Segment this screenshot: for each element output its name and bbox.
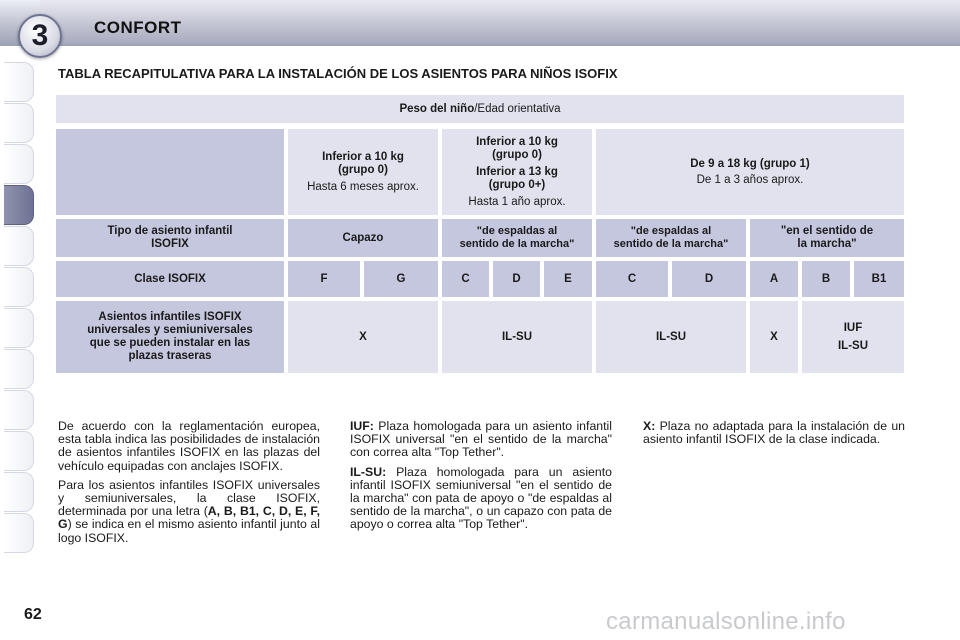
watermark: carmanualsonline.info	[606, 608, 846, 635]
seat-type-forward-facing	[750, 219, 904, 257]
seat-type-label-line2: ISOFIX	[151, 238, 189, 250]
seats-label-line1: Asientos infantiles ISOFIX	[98, 311, 242, 323]
weight-age-header	[56, 95, 904, 123]
side-tab[interactable]	[4, 513, 34, 553]
seat-value-cell	[802, 301, 904, 373]
isofix-seats-label	[56, 301, 284, 373]
side-tab[interactable]	[4, 349, 34, 389]
iuf-term: IUF:	[350, 419, 374, 433]
page-number: 62	[24, 606, 42, 623]
seat-type-rear-facing-2	[596, 219, 746, 257]
weight-label: Peso del niño	[399, 102, 475, 115]
seat-value-cell: X	[288, 301, 438, 373]
seat-type-rear-facing-1	[442, 219, 592, 257]
group-0plus-age: Hasta 1 año aprox.	[468, 195, 566, 208]
seat-value-cell: X	[750, 301, 798, 373]
corner-cell	[56, 129, 284, 215]
rear2-line2: sentido de la marcha"	[613, 238, 729, 250]
isofix-table	[56, 95, 904, 375]
class-cell: F	[288, 261, 360, 297]
x-definition	[643, 420, 905, 446]
side-tab[interactable]	[4, 472, 34, 512]
seat-type-label-line1: Tipo de asiento infantil	[107, 225, 233, 237]
notes-class-list: A, B, B1, C, D, E, F, G	[58, 504, 320, 532]
class-cell: B	[802, 261, 850, 297]
group-0plus-line1: Inferior a 10 kg	[476, 135, 558, 148]
group-0-cell	[288, 129, 438, 215]
seat-value-cell: IL-SU	[596, 301, 746, 373]
forward-line2: la marcha"	[797, 238, 857, 250]
forward-line1: "en el sentido de	[780, 225, 874, 237]
seat-type-label	[56, 219, 284, 257]
side-tab[interactable]	[4, 308, 34, 348]
group-1-line1: De 9 a 18 kg (grupo 1)	[690, 157, 810, 170]
class-cell: D	[672, 261, 746, 297]
class-cell: D	[493, 261, 540, 297]
group-1-cell	[596, 129, 904, 215]
page-title: TABLA RECAPITULATIVA PARA LA INSTALACIÓN DE LOS ASIENTOS PARA NIÑOS ISOFIX	[58, 66, 618, 81]
side-tab[interactable]	[4, 226, 34, 266]
group-0plus-line4: (grupo 0+)	[488, 178, 546, 191]
rear1-line2: sentido de la marcha"	[459, 238, 575, 250]
iuf-text: Plaza homologada para un asiento infantil ISOFIX universal "en el sentido de la marcha" con correa alta "Top Tether".	[350, 419, 612, 460]
class-cell: C	[442, 261, 489, 297]
group-1-age: De 1 a 3 años aprox.	[696, 173, 804, 186]
side-tab[interactable]	[4, 144, 34, 184]
class-cell: C	[596, 261, 668, 297]
rear1-line1: "de espaldas al	[476, 225, 558, 237]
seat-value-cell: IL-SU	[442, 301, 592, 373]
isofix-class-label: Clase ISOFIX	[56, 261, 284, 297]
seats-label-line3: que se pueden instalar en las	[89, 337, 251, 349]
iuf-definition	[350, 420, 612, 460]
notes-paragraph	[58, 479, 320, 545]
notes-column-2	[350, 420, 612, 538]
side-tab[interactable]	[4, 103, 34, 143]
class-cell: A	[750, 261, 798, 297]
chapter-number-badge: 3	[18, 14, 62, 58]
group-0-line1: Inferior a 10 kg	[322, 150, 404, 163]
side-tab-active[interactable]	[4, 185, 34, 225]
class-cell: E	[544, 261, 592, 297]
group-0-line2: (grupo 0)	[338, 163, 388, 176]
chapter-side-tabs	[4, 62, 34, 554]
notes-column-1	[58, 420, 320, 551]
x-text: Plaza no adaptada para la instalación de un asiento infantil ISOFIX de la clase indicada.	[643, 419, 905, 447]
seats-label-line4: plazas traseras	[128, 350, 212, 362]
seat-value-ilsu: IL-SU	[837, 339, 869, 352]
seat-type-capazo: Capazo	[288, 219, 438, 257]
notes-text: ) se indica en el mismo asiento infantil junto al logo ISOFIX.	[58, 517, 320, 545]
ilsu-term: IL-SU:	[350, 464, 387, 479]
ilsu-definition	[350, 466, 612, 532]
rear2-line1: "de espaldas al	[630, 225, 712, 237]
side-tab[interactable]	[4, 62, 34, 102]
age-label: /Edad orientativa	[474, 102, 561, 115]
class-cell: B1	[854, 261, 904, 297]
group-0-age: Hasta 6 meses aprox.	[307, 180, 419, 193]
group-0plus-line2: (grupo 0)	[492, 148, 542, 161]
seats-label-line2: universales y semiuniversales	[87, 324, 253, 336]
ilsu-text: Plaza homologada para un asiento infantil ISOFIX semiuniversal "en el sentido de la marcha" con pata de apoyo o "de espaldas al sentido de la marcha", o un capazo con pata de apoyo o correa alta "Top Tether".	[350, 464, 612, 532]
notes-text: Para los asientos infantiles ISOFIX universales y semiuniversales, la clase ISOFIX, determinada por una letra (	[58, 477, 320, 519]
class-cell: G	[364, 261, 438, 297]
notes-paragraph: De acuerdo con la reglamentación europea, esta tabla indica las posibilidades de instalación de asientos infantiles ISOFIX en las plazas del vehículo equipadas con anclajes ISOFIX.	[58, 419, 320, 473]
chapter-title: CONFORT	[94, 18, 182, 37]
notes-column-3	[643, 420, 905, 452]
x-term: X:	[643, 419, 656, 433]
side-tab[interactable]	[4, 267, 34, 307]
side-tab[interactable]	[4, 390, 34, 430]
group-0plus-cell	[442, 129, 592, 215]
group-0plus-line3: Inferior a 13 kg	[476, 165, 558, 178]
side-tab[interactable]	[4, 431, 34, 471]
seat-value-iuf: IUF	[843, 321, 863, 334]
